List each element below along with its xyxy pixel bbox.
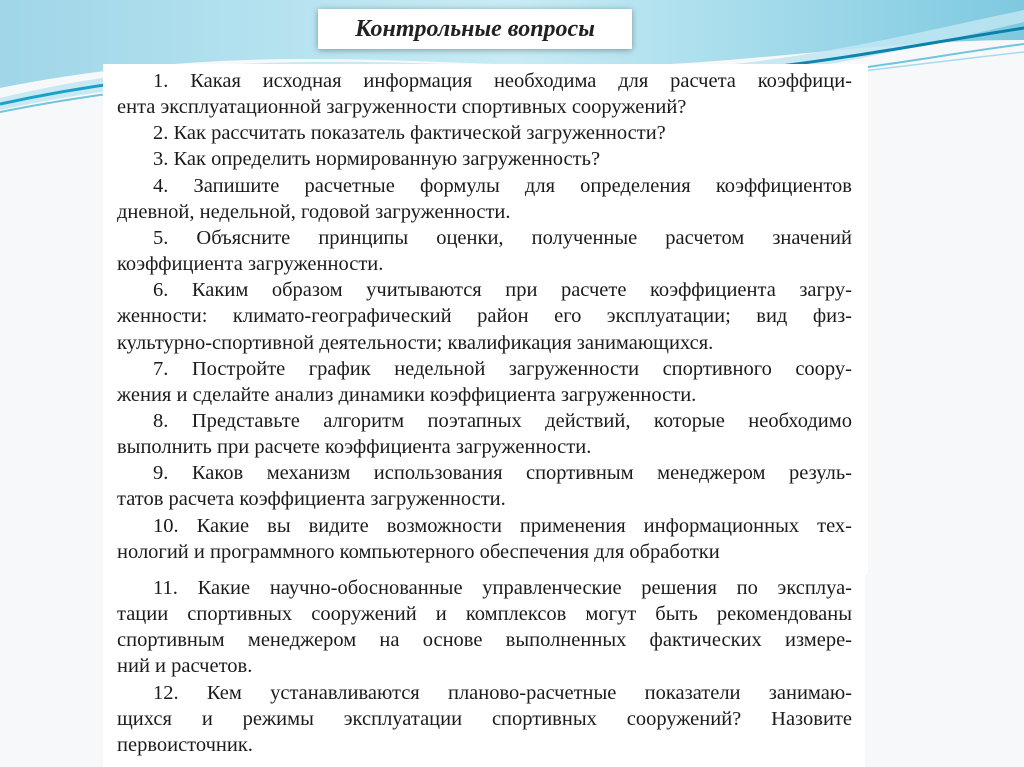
question-5-line: коэффициента загруженности. <box>117 253 384 276</box>
question-10-line: 10. Какие вы видите возможности применения информационных тех- <box>153 514 852 537</box>
question-12-line: 12. Кем устанавливаются планово-расчетные показатели занимаю- <box>153 681 852 704</box>
question-1-line: ента эксплуатационной загруженности спортивных сооружений? <box>117 96 687 119</box>
question-6-line: культурно-спортивной деятельности; квалификация занимающихся. <box>117 331 714 354</box>
question-4-line: 4. Запишите расчетные формулы для определения коэффициентов <box>153 174 852 197</box>
scan-block-2 <box>103 574 865 767</box>
question-6 <box>117 277 852 355</box>
question-12-line: щихся и режимы эксплуатации спортивных сооружений? Назовите <box>117 707 852 730</box>
question-2-line: 2. Как рассчитать показатель фактической загруженности? <box>153 122 666 145</box>
question-8 <box>117 408 852 460</box>
question-10 <box>117 513 852 565</box>
question-7-line: жения и сделайте анализ динамики коэффициента загруженности. <box>117 383 697 406</box>
question-6-line: женности: климато-географический район его эксплуатации; вид физ- <box>117 305 852 328</box>
question-1 <box>117 68 852 120</box>
question-7 <box>117 356 852 408</box>
slide-title: Контрольные вопросы <box>355 15 595 42</box>
question-12 <box>117 680 852 758</box>
question-12-line: первоисточник. <box>117 733 253 756</box>
question-8-line: выполнить при расчете коэффициента загруженности. <box>117 436 592 459</box>
question-11 <box>117 575 852 680</box>
question-2 <box>117 120 852 146</box>
question-3-line: 3. Как определить нормированную загруженность? <box>153 148 601 171</box>
question-11-line: 11. Какие научно-обоснованные управленческие решения по эксплуа- <box>153 577 852 599</box>
question-11-line: ний и расчетов. <box>117 655 253 678</box>
question-4-line: дневной, недельной, годовой загруженности. <box>117 200 511 223</box>
question-11-line: спортивным менеджером на основе выполненных фактических измере- <box>117 629 852 652</box>
question-3 <box>117 146 852 172</box>
question-9 <box>117 460 852 512</box>
question-11-line: тации спортивных сооружений и комплексов могут быть рекомендованы <box>117 603 852 626</box>
question-5 <box>117 225 852 277</box>
question-8-line: 8. Представьте алгоритм поэтапных действий, которые необходимо <box>153 409 852 432</box>
question-5-line: 5. Объясните принципы оценки, полученные расчетом значений <box>153 226 852 249</box>
question-9-line: татов расчета коэффициента загруженности. <box>117 488 506 511</box>
question-10-line: нологий и программного компьютерного обеспечения для обработки <box>117 540 720 563</box>
scan-block-1 <box>103 64 868 574</box>
question-4 <box>117 173 852 225</box>
question-7-line: 7. Постройте график недельной загруженности спортивного соору- <box>153 357 852 380</box>
question-6-line: 6. Каким образом учитываются при расчете коэффициента загру- <box>153 279 852 302</box>
question-9-line: 9. Каков механизм использования спортивным менеджером резуль- <box>153 462 852 485</box>
question-1-line: 1. Какая исходная информация необходима для расчета коэффици- <box>153 70 852 92</box>
slide-title-plaque <box>318 9 632 49</box>
